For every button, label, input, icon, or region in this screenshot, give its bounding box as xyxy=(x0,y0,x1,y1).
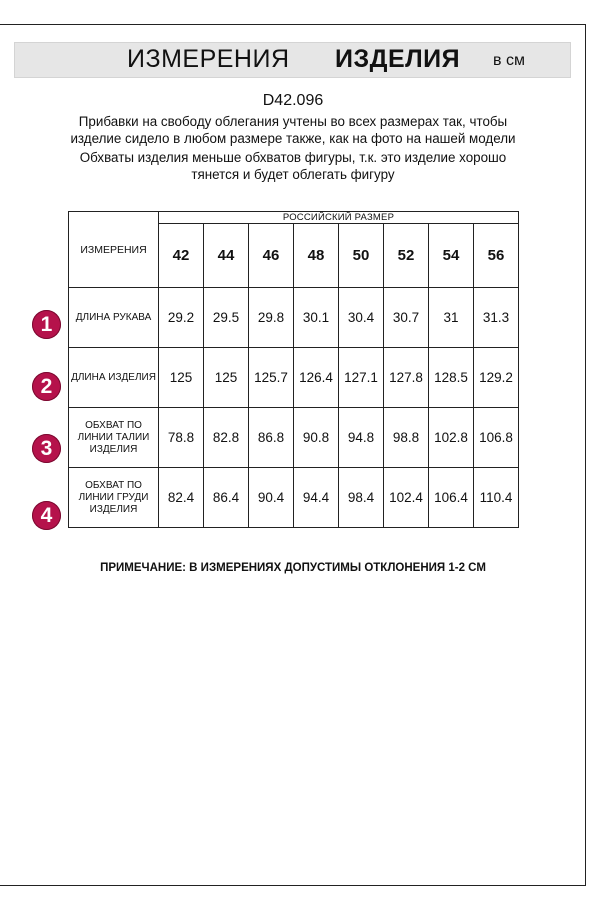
table-row xyxy=(69,468,519,528)
marker-4: 4 xyxy=(32,501,61,530)
table-cell: 82.4 xyxy=(159,468,204,528)
size-header: 50 xyxy=(339,224,384,288)
table-cell: 102.4 xyxy=(384,468,429,528)
table-cell: 125 xyxy=(159,348,204,408)
notes-block xyxy=(60,114,526,183)
row-label-sleeve-length: ДЛИНА РУКАВА xyxy=(69,288,159,348)
table-cell: 78.8 xyxy=(159,408,204,468)
size-header: 56 xyxy=(474,224,519,288)
title-unit: в см xyxy=(493,52,525,69)
table-cell: 102.8 xyxy=(429,408,474,468)
table-row xyxy=(69,348,519,408)
table-cell: 94.4 xyxy=(294,468,339,528)
table-cell: 110.4 xyxy=(474,468,519,528)
table-cell: 94.8 xyxy=(339,408,384,468)
size-header: 48 xyxy=(294,224,339,288)
title-banner xyxy=(14,42,571,78)
table-cell: 126.4 xyxy=(294,348,339,408)
marker-3: 3 xyxy=(32,434,61,463)
note-stretch: Обхваты изделия меньше обхватов фигуры, т.к. это изделие хорошо тянется и будет облегать фигуру xyxy=(79,150,507,182)
size-header: 44 xyxy=(204,224,249,288)
table-row xyxy=(69,288,519,348)
size-header: 42 xyxy=(159,224,204,288)
table-cell: 106.8 xyxy=(474,408,519,468)
table-cell: 98.8 xyxy=(384,408,429,468)
size-header: 54 xyxy=(429,224,474,288)
table-cell: 30.4 xyxy=(339,288,384,348)
footnote: ПРИМЕЧАНИЕ: В ИЗМЕРЕНИЯХ ДОПУСТИМЫ ОТКЛОНЕНИЯ 1-2 СМ xyxy=(100,562,486,574)
note-fit: Прибавки на свободу облегания учтены во всех размерах так, чтобы изделие сидело в любом размере также, как на фото на нашей модели xyxy=(70,114,516,146)
row-label-waist: ОБХВАТ ПО ЛИНИИ ТАЛИИ ИЗДЕЛИЯ xyxy=(69,408,159,468)
title-item: ИЗДЕЛИЯ xyxy=(335,45,461,73)
table-cell: 98.4 xyxy=(339,468,384,528)
article-code: D42.096 xyxy=(262,92,324,109)
table-cell: 90.8 xyxy=(294,408,339,468)
marker-2: 2 xyxy=(32,372,61,401)
row-label-chest: ОБХВАТ ПО ЛИНИИ ГРУДИ ИЗДЕЛИЯ xyxy=(69,468,159,528)
table-cell: 86.8 xyxy=(249,408,294,468)
table-cell: 29.8 xyxy=(249,288,294,348)
size-system-label: РОССИЙСКИЙ РАЗМЕР xyxy=(159,212,519,224)
table-cell: 90.4 xyxy=(249,468,294,528)
table-cell: 30.1 xyxy=(294,288,339,348)
table-cell: 125 xyxy=(204,348,249,408)
corner-label: ИЗМЕРЕНИЯ xyxy=(69,212,159,288)
table-cell: 127.8 xyxy=(384,348,429,408)
table-cell: 86.4 xyxy=(204,468,249,528)
table-cell: 29.5 xyxy=(204,288,249,348)
size-table xyxy=(68,211,519,528)
table-cell: 129.2 xyxy=(474,348,519,408)
marker-1: 1 xyxy=(32,310,61,339)
row-label-item-length: ДЛИНА ИЗДЕЛИЯ xyxy=(69,348,159,408)
size-header: 46 xyxy=(249,224,294,288)
title-measurements: ИЗМЕРЕНИЯ xyxy=(127,45,290,73)
table-cell: 82.8 xyxy=(204,408,249,468)
table-cell: 31 xyxy=(429,288,474,348)
table-cell: 127.1 xyxy=(339,348,384,408)
table-cell: 30.7 xyxy=(384,288,429,348)
table-cell: 31.3 xyxy=(474,288,519,348)
table-cell: 106.4 xyxy=(429,468,474,528)
table-cell: 125.7 xyxy=(249,348,294,408)
table-cell: 128.5 xyxy=(429,348,474,408)
size-header: 52 xyxy=(384,224,429,288)
table-cell: 29.2 xyxy=(159,288,204,348)
table-row xyxy=(69,408,519,468)
